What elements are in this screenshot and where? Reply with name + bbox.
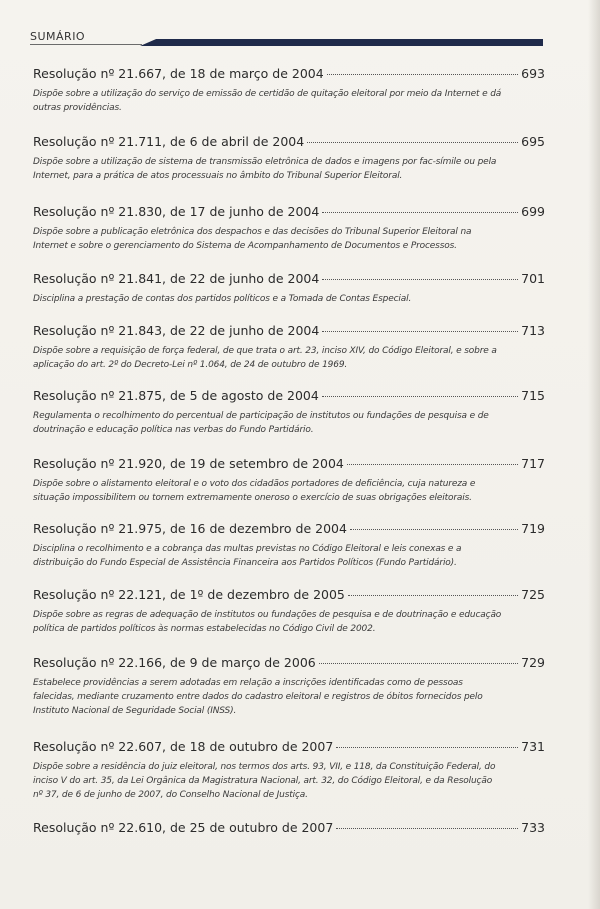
- toc-entry-title: Resolução nº 21.667, de 18 de março de 2004: [33, 66, 324, 81]
- toc-entry-description: Dispõe sobre a utilização do serviço de emissão de certidão de quitação eleitoral por meio da Internet e dá outras providências.: [33, 89, 502, 113]
- dot-leader: [350, 529, 518, 530]
- toc-entry-page: 719: [521, 521, 545, 536]
- toc-entry-description: Estabelece providências a serem adotadas em relação a inscrições identificadas como de pessoas falecidas, mediante cruzamento entre dados do cadastro eleitoral e registros de óbitos fornecidos pelo Instituto Nacional de Seguridade Social (INSS).: [33, 678, 483, 716]
- toc-entry-title: Resolução nº 21.875, de 5 de agosto de 2004: [33, 388, 319, 403]
- toc-entry[interactable]: [33, 388, 545, 437]
- toc-entry-title: Resolução nº 21.830, de 17 de junho de 2004: [33, 204, 320, 219]
- toc-entry-description: Dispõe sobre a requisição de força federal, de que trata o art. 23, inciso XIV, do Código Eleitoral, e sobre a aplicação do art. 2º do Decreto-Lei nº 1.064, de 24 de outubro de 1969.: [33, 346, 497, 370]
- toc-entry-page: 699: [521, 204, 545, 219]
- dot-leader: [319, 663, 518, 664]
- dot-leader: [348, 595, 518, 596]
- toc-entry-title: Resolução nº 21.843, de 22 de junho de 2004: [33, 323, 320, 338]
- toc-entry[interactable]: [33, 587, 545, 636]
- toc-entry-title: Resolução nº 21.841, de 22 de junho de 2004: [33, 271, 320, 286]
- toc-entry[interactable]: [33, 820, 545, 838]
- dot-leader: [327, 74, 518, 75]
- dot-leader: [322, 331, 518, 332]
- toc-entry-description: Disciplina o recolhimento e a cobrança das multas previstas no Código Eleitoral e leis conexas e a distribuição do Fundo Especial de Assistência Financeira aos Partidos Políticos (Fundo Partidário).: [33, 544, 462, 568]
- toc-entry-description: Dispõe sobre as regras de adequação de institutos ou fundações de pesquisa e de doutrinação e educação política de partidos políticos às normas estabelecidas no Código Civil de 2002.: [33, 610, 502, 634]
- toc-entry-page: 725: [521, 587, 545, 602]
- toc-entry[interactable]: [33, 655, 545, 718]
- toc-entry[interactable]: [33, 521, 545, 570]
- toc-entry-description: Disciplina a prestação de contas dos partidos políticos e a Tomada de Contas Especial.: [33, 294, 412, 304]
- toc-entry-page: 715: [521, 388, 545, 403]
- dot-leader: [322, 279, 518, 280]
- toc-entry-title: Resolução nº 22.607, de 18 de outubro de 2007: [33, 739, 334, 754]
- toc-entry-title: Resolução nº 21.711, de 6 de abril de 2004: [33, 134, 305, 149]
- dot-leader: [322, 212, 518, 213]
- toc-entry-page: 695: [521, 134, 545, 149]
- toc-entry-title: Resolução nº 21.975, de 16 de dezembro de 2004: [33, 521, 347, 536]
- dot-leader: [336, 828, 518, 829]
- toc-entry-description: Dispõe sobre a residência do juiz eleitoral, nos termos dos arts. 93, VII, e 118, da Constituição Federal, do inciso V do art. 35, da Lei Orgânica da Magistratura Nacional, art. 32, do Código Eleitoral, e da Resolução nº 37, de 6 de junho de 2007, do Conselho Nacional de Justiça.: [33, 762, 496, 800]
- toc-entry[interactable]: [33, 134, 545, 183]
- toc-entry-description: Dispõe sobre o alistamento eleitoral e o voto dos cidadãos portadores de deficiência, cuja natureza e situação impossibilitem ou tornem extremamente oneroso o exercício de suas obrigações eleitorais.: [33, 479, 476, 503]
- toc-entry-page: 733: [521, 820, 545, 835]
- toc-entry[interactable]: [33, 204, 545, 253]
- toc-entry[interactable]: [33, 323, 545, 372]
- toc-entry-title: Resolução nº 22.121, de 1º de dezembro de 2005: [33, 587, 345, 602]
- toc-entry-page: 713: [521, 323, 545, 338]
- section-title: SUMÁRIO: [30, 30, 86, 43]
- toc-entry-title: Resolução nº 22.610, de 25 de outubro de 2007: [33, 820, 334, 835]
- toc-entry-description: Regulamenta o recolhimento do percentual de participação de institutos ou fundações de pesquisa e de doutrinação e educação política nas verbas do Fundo Partidário.: [33, 411, 489, 435]
- dot-leader: [336, 747, 518, 748]
- page-edge-shadow: [588, 0, 600, 909]
- toc-entry[interactable]: [33, 271, 545, 306]
- toc-entry-page: 693: [521, 66, 545, 81]
- header-divider: [30, 44, 142, 45]
- toc-entry-title: Resolução nº 21.920, de 19 de setembro de 2004: [33, 456, 344, 471]
- toc-entry[interactable]: [33, 456, 545, 505]
- toc-entry-page: 701: [521, 271, 545, 286]
- header-band: [140, 39, 543, 46]
- dot-leader: [322, 396, 518, 397]
- toc-entry-page: 717: [521, 456, 545, 471]
- toc-entry-page: 729: [521, 655, 545, 670]
- dot-leader: [347, 464, 518, 465]
- toc-entry[interactable]: [33, 66, 545, 115]
- toc-entry-description: Dispõe sobre a publicação eletrônica dos despachos e das decisões do Tribunal Superior Eleitoral na Internet e sobre o gerenciamento do Sistema de Acompanhamento de Documentos e Processos.: [33, 227, 472, 251]
- toc-entry-title: Resolução nº 22.166, de 9 de março de 2006: [33, 655, 316, 670]
- toc-entry[interactable]: [33, 739, 545, 802]
- toc-entry-description: Dispõe sobre a utilização de sistema de transmissão eletrônica de dados e imagens por fac-símile ou pela Internet, para a prática de atos processuais no âmbito do Tribunal Superior Eleitoral.: [33, 157, 497, 181]
- toc-entry-page: 731: [521, 739, 545, 754]
- dot-leader: [307, 142, 518, 143]
